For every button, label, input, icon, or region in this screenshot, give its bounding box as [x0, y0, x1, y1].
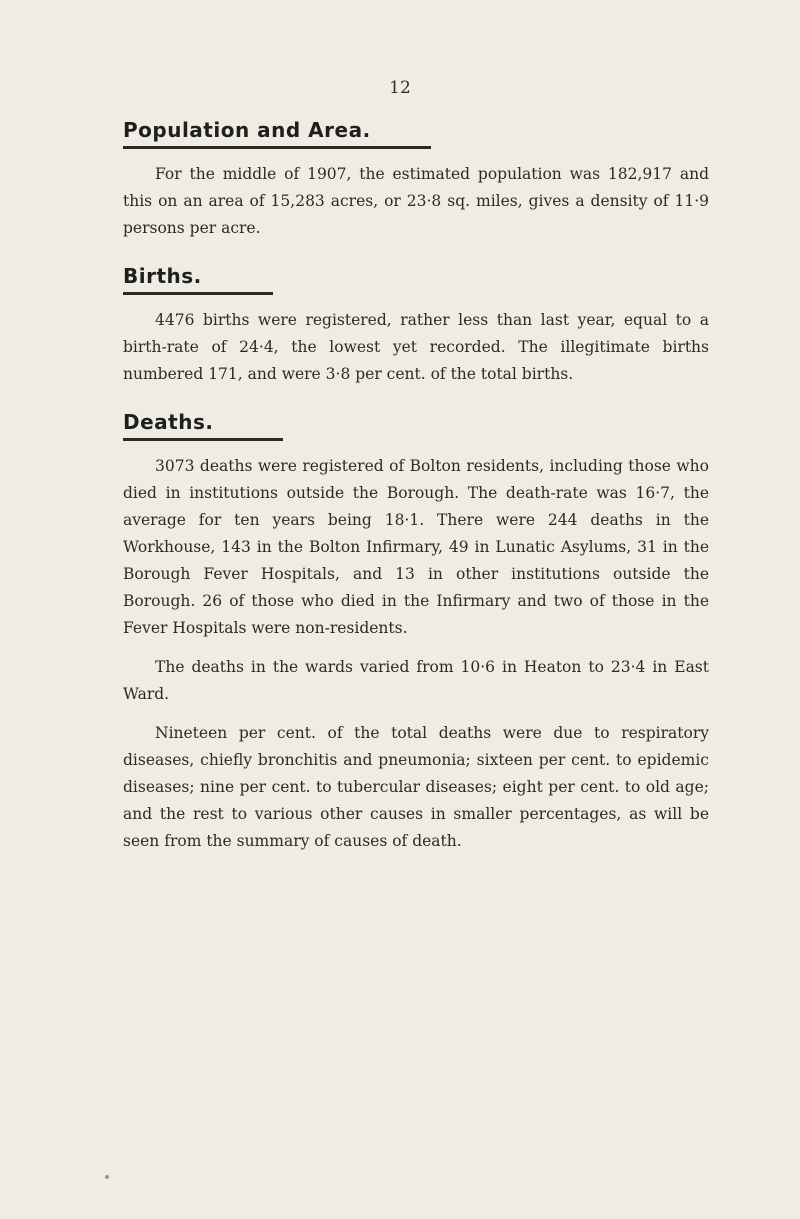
paragraph: 4476 births were registered, rather less than last year, equal to a birth-rate of 24·4, the lowest yet recorded. The illegitimate births numbered 171, and were 3·8 per cent. of the total births.	[123, 311, 709, 383]
page-number: 12	[389, 78, 411, 98]
paragraph: 3073 deaths were registered of Bolton residents, including those who died in institutions outside the Borough. The death-rate was 16·7, the average for ten years being 18·1. There were 244 deaths in the Workhouse, 143 in the Bolton Infirmary, 49 in Lunatic Asylums, 31 in the Borough Fever Hospitals, and 13 in other institutions outside the Borough. 26 of those who died in the Infirmary and two of those in the Fever Hospitals were non-residents.	[123, 457, 709, 637]
paper-speck	[105, 1175, 109, 1179]
paragraph: The deaths in the wards varied from 10·6 in Heaton to 23·4 in East Ward.	[123, 658, 709, 703]
paragraph: For the middle of 1907, the estimated population was 182,917 and this on an area of 15,283 acres, or 23·8 sq. miles, gives a density of 11·9 persons per acre.	[123, 165, 709, 237]
paragraph: Nineteen per cent. of the total deaths were due to respiratory diseases, chiefly bronchitis and pneumonia; sixteen per cent. to epidemic diseases; nine per cent. to tubercular diseases; eight per cent. to old age; and the rest to various other causes in smaller percentages, as will be seen from the summary of causes of death.	[123, 724, 709, 850]
heading-underline	[123, 292, 273, 295]
heading-underline	[123, 438, 283, 441]
section-heading: Population and Area.	[123, 118, 371, 142]
section-heading: Deaths.	[123, 410, 214, 434]
section-heading: Births.	[123, 264, 202, 288]
heading-underline	[123, 146, 431, 149]
section-deaths	[123, 410, 709, 855]
section-births	[123, 264, 709, 388]
section-population	[123, 118, 709, 242]
document-body	[123, 118, 709, 865]
